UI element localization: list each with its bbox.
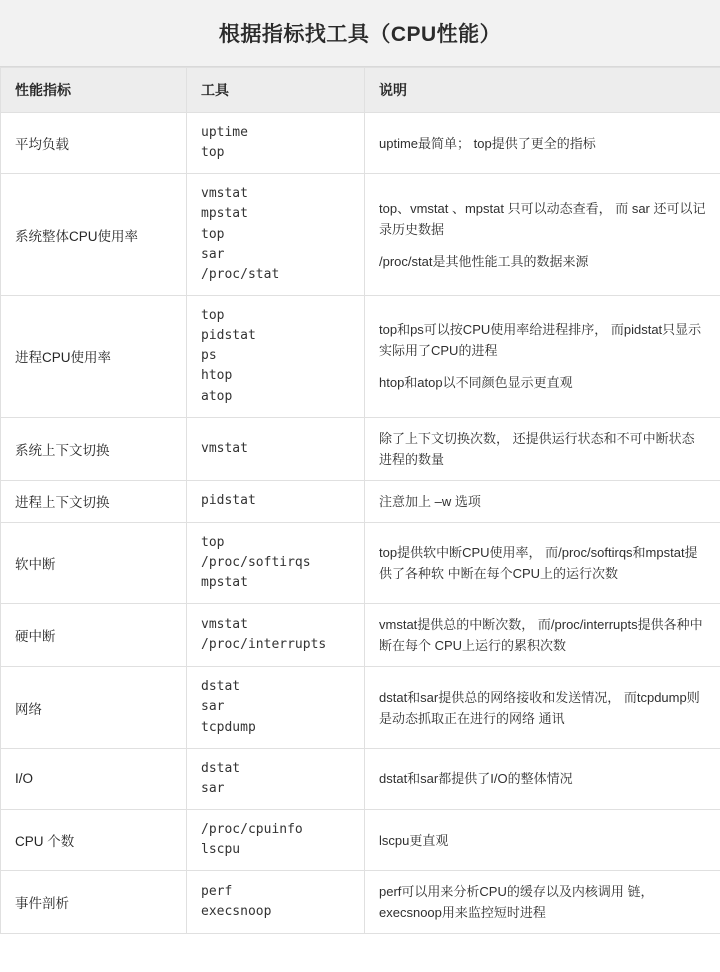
desc-paragraph: lscpu更直观 <box>379 832 449 848</box>
column-header-tools: 工具 <box>187 68 365 113</box>
cell-metric: 网络 <box>1 667 187 748</box>
cell-tools: dstat sar tcpdump <box>187 667 365 748</box>
table-row <box>1 295 720 417</box>
column-header-metric: 性能指标 <box>1 68 187 113</box>
cpu-tools-table <box>0 67 720 934</box>
table-row <box>1 480 720 522</box>
cell-tools: vmstat /proc/interrupts <box>187 604 365 667</box>
cell-metric: 硬中断 <box>1 604 187 667</box>
table-row <box>1 871 720 934</box>
table-row <box>1 810 720 871</box>
cell-tools: dstat sar <box>187 748 365 809</box>
desc-paragraph: dstat和sar提供总的网络接收和发送情况， 而tcpdump则是动态抓取正在进行的网络 通讯 <box>379 689 700 726</box>
cell-tools: pidstat <box>187 480 365 522</box>
table-row <box>1 748 720 809</box>
cell-metric: 进程CPU使用率 <box>1 295 187 417</box>
cell-desc <box>365 113 720 174</box>
cell-metric: CPU 个数 <box>1 810 187 871</box>
table-row <box>1 522 720 603</box>
table-row <box>1 667 720 748</box>
page-title-bar <box>0 0 720 67</box>
cell-desc <box>365 748 720 809</box>
cell-metric: 软中断 <box>1 522 187 603</box>
table-row <box>1 113 720 174</box>
cell-desc <box>365 417 720 480</box>
desc-paragraph: top和ps可以按CPU使用率给进程排序， 而pidstat只显示实际用了CPU的进程 <box>379 322 702 359</box>
cell-tools: vmstat <box>187 417 365 480</box>
cell-tools: uptime top <box>187 113 365 174</box>
cell-tools: top pidstat ps htop atop <box>187 295 365 417</box>
cell-metric: I/O <box>1 748 187 809</box>
cell-desc <box>365 522 720 603</box>
desc-paragraph: perf可以用来分析CPU的缓存以及内核调用 链，execsnoop用来监控短时进程 <box>379 884 654 921</box>
cell-metric: 平均负载 <box>1 113 187 174</box>
cell-tools: top /proc/softirqs mpstat <box>187 522 365 603</box>
desc-paragraph: htop和atop以不同颜色显示更直观 <box>379 375 573 391</box>
desc-paragraph: 注意加上 –w 选项 <box>379 493 481 509</box>
table-row <box>1 174 720 296</box>
desc-paragraph: top、vmstat 、mpstat 只可以动态查看， 而 sar 还可以记录历史数据 <box>379 200 706 237</box>
cell-desc <box>365 480 720 522</box>
column-header-desc: 说明 <box>365 68 720 113</box>
table-header <box>1 68 720 113</box>
cell-metric: 系统整体CPU使用率 <box>1 174 187 296</box>
table-row <box>1 417 720 480</box>
table-body <box>1 113 720 934</box>
cell-metric: 事件剖析 <box>1 871 187 934</box>
table-header-row <box>1 68 720 113</box>
cell-tools: /proc/cpuinfo lscpu <box>187 810 365 871</box>
cell-tools: perf execsnoop <box>187 871 365 934</box>
desc-paragraph: /proc/stat是其他性能工具的数据来源 <box>379 253 589 269</box>
cell-desc <box>365 667 720 748</box>
desc-paragraph: uptime最简单； top提供了更全的指标 <box>379 135 596 151</box>
cell-metric: 进程上下文切换 <box>1 480 187 522</box>
cell-desc <box>365 871 720 934</box>
desc-paragraph: 除了上下文切换次数， 还提供运行状态和不可中断状态进程的数量 <box>379 430 695 467</box>
cell-metric: 系统上下文切换 <box>1 417 187 480</box>
cell-desc <box>365 810 720 871</box>
page-title: 根据指标找工具（CPU性能） <box>218 23 502 46</box>
cell-tools: vmstat mpstat top sar /proc/stat <box>187 174 365 296</box>
table-row <box>1 604 720 667</box>
desc-paragraph: dstat和sar都提供了I/O的整体情况 <box>379 771 573 787</box>
desc-paragraph: vmstat提供总的中断次数， 而/proc/interrupts提供各种中断在每个 CPU上运行的累积次数 <box>379 617 703 654</box>
cell-desc <box>365 295 720 417</box>
cell-desc <box>365 604 720 667</box>
cell-desc <box>365 174 720 296</box>
desc-paragraph: top提供软中断CPU使用率， 而/proc/softirqs和mpstat提供了各种软 中断在每个CPU上的运行次数 <box>379 544 698 582</box>
